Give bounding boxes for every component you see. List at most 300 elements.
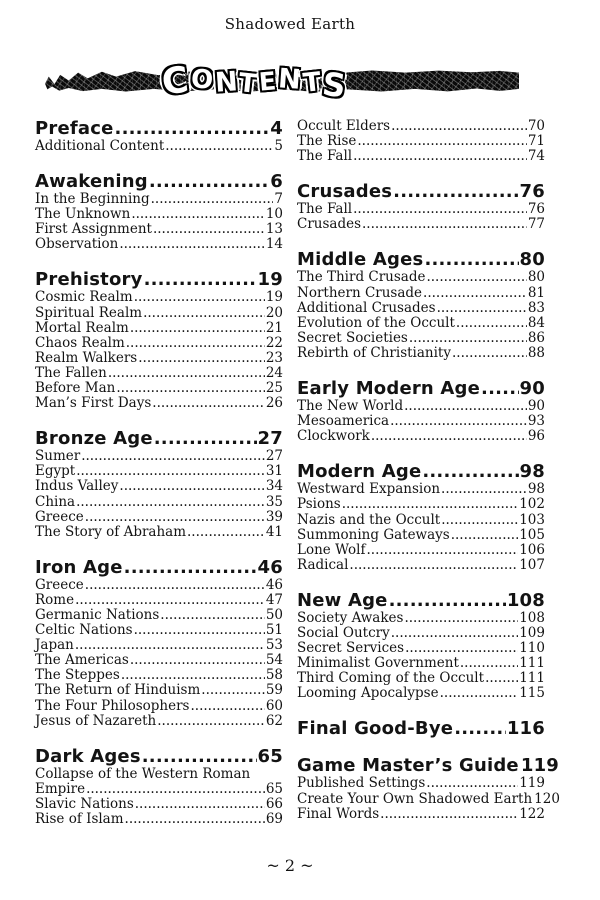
toc-entry-row [297, 671, 545, 686]
toc-entry-row [297, 217, 545, 232]
toc-entry-label: Occult Elders [297, 118, 391, 134]
dot-leader [86, 782, 265, 797]
toc-entry-row [297, 513, 545, 528]
toc-entry-row [35, 525, 283, 540]
toc-page-number: 110 [519, 640, 545, 657]
dot-leader [119, 479, 264, 494]
toc-page-number: 106 [519, 541, 545, 558]
toc-page-number: 76 [527, 201, 545, 218]
toc-entry-row [35, 290, 283, 305]
toc-entry-row [297, 399, 545, 414]
toc-page-number: 111 [519, 655, 545, 672]
toc-entry-label: Mortal Realm [35, 319, 129, 336]
toc-page-number: 10 [265, 206, 283, 223]
toc-page-number: 27 [257, 428, 283, 450]
dot-leader [441, 513, 518, 528]
toc-page-number: 108 [506, 589, 545, 611]
toc-page-number: 80 [527, 269, 545, 286]
dot-leader [143, 306, 265, 321]
dot-leader [154, 429, 257, 448]
dot-leader [349, 558, 518, 573]
dot-leader [426, 776, 518, 791]
toc-entry-row [297, 807, 545, 822]
toc-page-number: 98 [527, 481, 545, 498]
banner-letter: T [237, 68, 259, 100]
toc-heading-label: Modern Age [297, 461, 422, 483]
toc-entry-label: Spiritual Realm [35, 304, 143, 321]
toc-entry-row [35, 782, 283, 797]
toc-entry-label: Clockwork [297, 428, 370, 445]
toc-heading-row [297, 379, 545, 398]
contents-banner-title [17, 54, 491, 108]
dot-leader [151, 192, 274, 207]
toc-page-number: 50 [265, 606, 283, 623]
toc-page-number: 59 [265, 682, 283, 699]
toc-page-number: 6 [270, 171, 283, 193]
toc-entry-label: Rebirth of Christianity [297, 344, 451, 361]
dot-leader [165, 139, 273, 154]
toc-entry-label: The Four Philosophers [35, 697, 190, 714]
toc-entry-label: The Return of Hinduism [35, 682, 201, 699]
toc-page-number: 26 [265, 395, 283, 412]
toc-entry-row [35, 336, 283, 351]
dot-leader [452, 346, 527, 361]
dot-leader [424, 250, 518, 269]
toc-page-number: 23 [265, 349, 283, 366]
toc-entry-label: Indus Valley [35, 478, 119, 495]
dot-leader [440, 686, 519, 701]
toc-entry-label: Slavic Nations [35, 795, 134, 812]
toc-entry-label: Collapse of the Western Roman [35, 765, 251, 782]
dot-leader [485, 671, 518, 686]
toc-page-number: 20 [265, 304, 283, 321]
toc-page-number: 14 [265, 236, 283, 253]
toc-page-number: 96 [527, 428, 545, 445]
toc-entry-row [297, 497, 545, 512]
toc-heading-row [297, 755, 560, 777]
toc-entry-label: Society Awakes [297, 609, 404, 626]
toc-page-number: 108 [519, 609, 545, 626]
toc-page-number: 25 [265, 380, 283, 397]
toc-entry-row [297, 134, 545, 149]
dot-leader [380, 807, 518, 822]
toc-page-number: 83 [527, 299, 545, 316]
toc-entry-row [35, 495, 283, 510]
toc-section [297, 119, 545, 164]
toc-page-number: 120 [534, 790, 560, 807]
toc-entry-row [35, 139, 283, 154]
toc-heading-row [297, 182, 545, 201]
toc-entry-row [35, 479, 283, 494]
toc-section [297, 250, 545, 361]
toc-heading-row [35, 172, 283, 191]
toc-heading-row [35, 558, 283, 577]
toc-page-number: 46 [265, 576, 283, 593]
toc-entry-label: Man’s First Days [35, 395, 152, 412]
toc-page-number: 5 [274, 138, 283, 154]
toc-page-number: 74 [527, 148, 545, 165]
toc-page-number: 88 [527, 344, 545, 361]
toc-entry-row [297, 429, 545, 444]
toc-page-number: 93 [527, 413, 545, 430]
toc-entry-label: Rise of Islam [35, 811, 124, 827]
dot-leader [138, 351, 265, 366]
toc-entry-label: Summoning Gateways [297, 526, 450, 543]
dot-leader [153, 222, 265, 237]
toc-page-number: 24 [265, 364, 283, 381]
toc-entry-row [297, 346, 545, 361]
dot-leader [116, 381, 264, 396]
toc-page-number: 22 [265, 334, 283, 351]
dot-leader [456, 316, 527, 331]
toc-page-number: 122 [519, 805, 545, 822]
toc-entry-label: Jesus of Nazareth [35, 712, 157, 729]
table-of-contents [35, 118, 560, 845]
toc-page-number: 66 [265, 795, 283, 812]
toc-entry-label: Celtic Nations [35, 622, 133, 639]
toc-page-number: 98 [519, 461, 545, 483]
dot-leader [353, 149, 527, 164]
toc-page-number: 54 [265, 652, 283, 669]
dot-leader [130, 321, 265, 336]
dot-leader [201, 683, 265, 698]
toc-column-left [35, 119, 283, 845]
toc-entry-row [297, 301, 545, 316]
toc-heading-row [35, 119, 283, 138]
toc-entry-label: Chaos Realm [35, 334, 125, 351]
dot-leader [437, 301, 527, 316]
dot-leader [362, 217, 527, 232]
toc-entry-row [35, 699, 283, 714]
toc-entry-row [35, 767, 283, 782]
toc-entry-row [35, 396, 283, 411]
banner-letter: N [213, 65, 239, 99]
toc-heading-label: Final Good-Bye [297, 718, 454, 740]
toc-page-number: 70 [527, 118, 545, 134]
dot-leader [391, 119, 527, 134]
toc-page-number: 90 [519, 378, 545, 400]
toc-heading-row [297, 250, 545, 269]
dot-leader [152, 396, 265, 411]
dot-leader [144, 270, 257, 289]
toc-entry-label: Lone Wolf [297, 541, 366, 558]
toc-entry-row [35, 222, 283, 237]
toc-page-number: 41 [265, 523, 283, 540]
toc-entry-row [35, 192, 283, 207]
toc-page-number: 4 [270, 118, 283, 139]
toc-page-number: 47 [265, 591, 283, 608]
toc-entry-label: Empire [35, 780, 86, 797]
toc-heading-label: Prehistory [35, 269, 143, 291]
toc-entry-row [35, 578, 283, 593]
toc-entry-label: Secret Societies [297, 329, 408, 346]
toc-entry-label: Observation [35, 236, 119, 253]
toc-entry-row [297, 414, 545, 429]
toc-page-number: 119 [520, 755, 560, 777]
contents-banner [45, 54, 519, 108]
toc-entry-row [297, 626, 545, 641]
toc-entry-label: Additional Crusades [297, 299, 436, 316]
dot-leader [126, 336, 265, 351]
toc-entry-row [35, 449, 283, 464]
dot-leader [371, 429, 527, 444]
toc-entry-label: In the Beginning [35, 191, 150, 208]
dot-leader [366, 543, 518, 558]
toc-entry-label: Realm Walkers [35, 349, 138, 366]
toc-entry-label: The Fall [297, 148, 353, 165]
dot-leader [405, 641, 518, 656]
dot-leader [423, 286, 527, 301]
dot-leader [134, 623, 265, 638]
dot-leader [119, 237, 264, 252]
dot-leader [357, 134, 526, 149]
toc-entry-label: Greece [35, 576, 84, 593]
dot-leader [85, 510, 265, 525]
dot-leader [404, 611, 518, 626]
toc-entry-row [35, 668, 283, 683]
dot-leader [134, 290, 265, 305]
toc-entry-label: Nazis and the Occult [297, 511, 441, 528]
toc-page-number: 80 [519, 249, 545, 271]
toc-entry-label: Greece [35, 508, 84, 525]
banner-letter: E [257, 65, 278, 97]
dot-leader [135, 797, 265, 812]
toc-entry-row [35, 608, 283, 623]
dot-leader [124, 558, 257, 577]
toc-entry-row [35, 381, 283, 396]
toc-page-number: 76 [519, 181, 545, 203]
toc-entry-row [297, 286, 545, 301]
dot-leader [391, 626, 518, 641]
toc-page-number: 58 [265, 667, 283, 684]
toc-entry-row [297, 528, 545, 543]
toc-entry-label: The Fallen [35, 364, 107, 381]
toc-page-number: 35 [265, 493, 283, 510]
toc-entry-label: Mesoamerica [297, 413, 390, 430]
book-title: Shadowed Earth [224, 15, 356, 33]
toc-entry-label: The New World [297, 398, 404, 415]
dot-leader [353, 202, 527, 217]
toc-entry-label: The Unknown [35, 206, 131, 223]
toc-entry-row [297, 119, 545, 134]
toc-heading-row [35, 270, 283, 289]
toc-section [35, 429, 283, 540]
dot-leader [460, 656, 518, 671]
dot-leader [390, 414, 527, 429]
dot-leader [131, 207, 265, 222]
dot-leader [409, 331, 527, 346]
toc-entry-label: The Rise [297, 133, 357, 150]
dot-leader [187, 525, 265, 540]
toc-entry-label: Psions [297, 496, 341, 513]
toc-heading-label: Game Master’s Guide [297, 755, 519, 777]
toc-page-number: 60 [265, 697, 283, 714]
toc-entry-label: Japan [35, 637, 74, 654]
toc-entry-label: Social Outcry [297, 624, 390, 641]
toc-page-number: 21 [265, 319, 283, 336]
dot-leader [393, 182, 518, 201]
toc-section [297, 462, 545, 573]
dot-leader [441, 482, 527, 497]
dot-leader [76, 495, 265, 510]
toc-entry-row [35, 306, 283, 321]
dot-leader [342, 497, 519, 512]
toc-heading-row [35, 747, 283, 766]
dot-leader [108, 366, 265, 381]
toc-section [35, 747, 283, 827]
toc-page-number: 39 [265, 508, 283, 525]
toc-entry-row [297, 686, 545, 701]
toc-heading-label: Dark Ages [35, 745, 141, 767]
toc-entry-row [35, 638, 283, 653]
banner-letter: T [301, 67, 323, 99]
toc-entry-label: China [35, 493, 76, 510]
toc-entry-row [35, 207, 283, 222]
dot-leader [422, 462, 518, 481]
toc-section [297, 719, 545, 738]
toc-entry-label: First Assignment [35, 221, 152, 238]
dot-leader [121, 668, 265, 683]
toc-page-number: 119 [519, 775, 545, 792]
toc-column-right [297, 118, 560, 845]
toc-entry-row [297, 790, 560, 807]
toc-entry-label: Before Man [35, 380, 116, 397]
toc-entry-label: Rome [35, 591, 75, 608]
toc-entry-label: Evolution of the Occult [297, 314, 455, 331]
toc-entry-row [297, 656, 545, 671]
toc-entry-row [297, 611, 545, 626]
toc-page-number: 107 [519, 556, 545, 573]
toc-heading-row [297, 462, 545, 481]
toc-page-number: 65 [257, 745, 283, 767]
dot-leader [125, 812, 265, 827]
toc-entry-row [297, 270, 545, 285]
dot-leader [160, 608, 265, 623]
toc-entry-row [35, 351, 283, 366]
banner-letter: N [277, 62, 303, 96]
toc-entry-label: The Americas [35, 652, 129, 669]
toc-entry-row [297, 149, 545, 164]
toc-page-number: 34 [265, 478, 283, 495]
toc-page-number: 51 [265, 622, 283, 639]
toc-page-number: 69 [265, 811, 283, 827]
dot-leader [130, 653, 265, 668]
toc-entry-label: The Third Crusade [297, 269, 426, 286]
toc-entry-row [297, 776, 545, 791]
toc-entry-label: The Story of Abraham [35, 523, 187, 540]
toc-page-number: 65 [265, 780, 283, 797]
toc-page-number: 81 [527, 284, 545, 301]
toc-entry-row [35, 653, 283, 668]
dot-leader [451, 528, 519, 543]
toc-heading-label: Preface [35, 118, 114, 139]
toc-page-number: 90 [527, 398, 545, 415]
toc-page-number: 62 [265, 712, 283, 729]
toc-entry-label: Minimalist Government [297, 655, 459, 672]
toc-entry-label: Sumer [35, 448, 81, 465]
toc-heading-label: New Age [297, 589, 388, 611]
toc-section [35, 172, 283, 252]
toc-heading-label: Crusades [297, 181, 393, 203]
toc-entry-label: Published Settings [297, 775, 426, 792]
toc-page-number: 46 [257, 556, 283, 578]
toc-entry-label: Final Words [297, 805, 380, 822]
toc-entry-label: Crusades [297, 216, 362, 233]
dot-leader [389, 591, 506, 610]
toc-entry-row [35, 812, 283, 827]
toc-entry-label: Germanic Nations [35, 606, 160, 623]
dot-leader [149, 172, 269, 191]
toc-page-number: 111 [519, 670, 545, 687]
toc-section [297, 182, 545, 232]
dot-leader [76, 464, 265, 479]
dot-leader [85, 578, 265, 593]
toc-entry-label: The Steppes [35, 667, 120, 684]
toc-page-number: 84 [527, 314, 545, 331]
toc-heading-label: Awakening [35, 171, 148, 193]
toc-entry-label: The Fall [297, 201, 353, 218]
dot-leader [454, 719, 506, 738]
toc-entry-row [297, 482, 545, 497]
dot-leader [115, 119, 270, 138]
toc-entry-row [297, 543, 545, 558]
toc-entry-row [35, 623, 283, 638]
banner-letter: S [319, 64, 348, 106]
toc-page-number: 19 [265, 289, 283, 306]
toc-entry-label: Third Coming of the Occult [297, 670, 485, 687]
toc-page-number: 31 [265, 463, 283, 480]
toc-page-number: 27 [265, 448, 283, 465]
toc-entry-row [35, 797, 283, 812]
toc-page-number: 7 [274, 191, 283, 208]
toc-entry-row [297, 641, 545, 656]
banner-letter: O [189, 64, 214, 96]
toc-heading-row [297, 719, 545, 738]
toc-page-number: 109 [519, 624, 545, 641]
dot-leader [404, 399, 527, 414]
dot-leader [81, 449, 265, 464]
toc-page-number: 86 [527, 329, 545, 346]
toc-page-number: 115 [519, 685, 545, 702]
dot-leader [190, 699, 264, 714]
dot-leader [75, 638, 265, 653]
dot-leader [75, 593, 265, 608]
page-number-footer: ~ 2 ~ [266, 856, 314, 875]
toc-entry-row [35, 683, 283, 698]
toc-section [297, 755, 560, 822]
toc-entry-row [297, 202, 545, 217]
toc-entry-row [35, 714, 283, 729]
toc-entry-label: Northern Crusade [297, 284, 423, 301]
dot-leader [157, 714, 265, 729]
toc-heading-label: Bronze Age [35, 428, 153, 450]
toc-entry-row [35, 366, 283, 381]
toc-entry-label: Secret Services [297, 640, 405, 657]
toc-section [297, 379, 545, 444]
dot-leader [426, 270, 526, 285]
toc-entry-label: Radical [297, 556, 349, 573]
toc-page-number: 71 [527, 133, 545, 150]
toc-page-number: 102 [519, 496, 545, 513]
toc-entry-label: Westward Expansion [297, 481, 441, 498]
toc-entry-row [297, 331, 545, 346]
toc-section [35, 119, 283, 154]
toc-entry-row [35, 593, 283, 608]
toc-page-number: 116 [506, 718, 545, 740]
toc-entry-row [35, 321, 283, 336]
toc-section [35, 558, 283, 729]
dot-leader [142, 747, 257, 766]
